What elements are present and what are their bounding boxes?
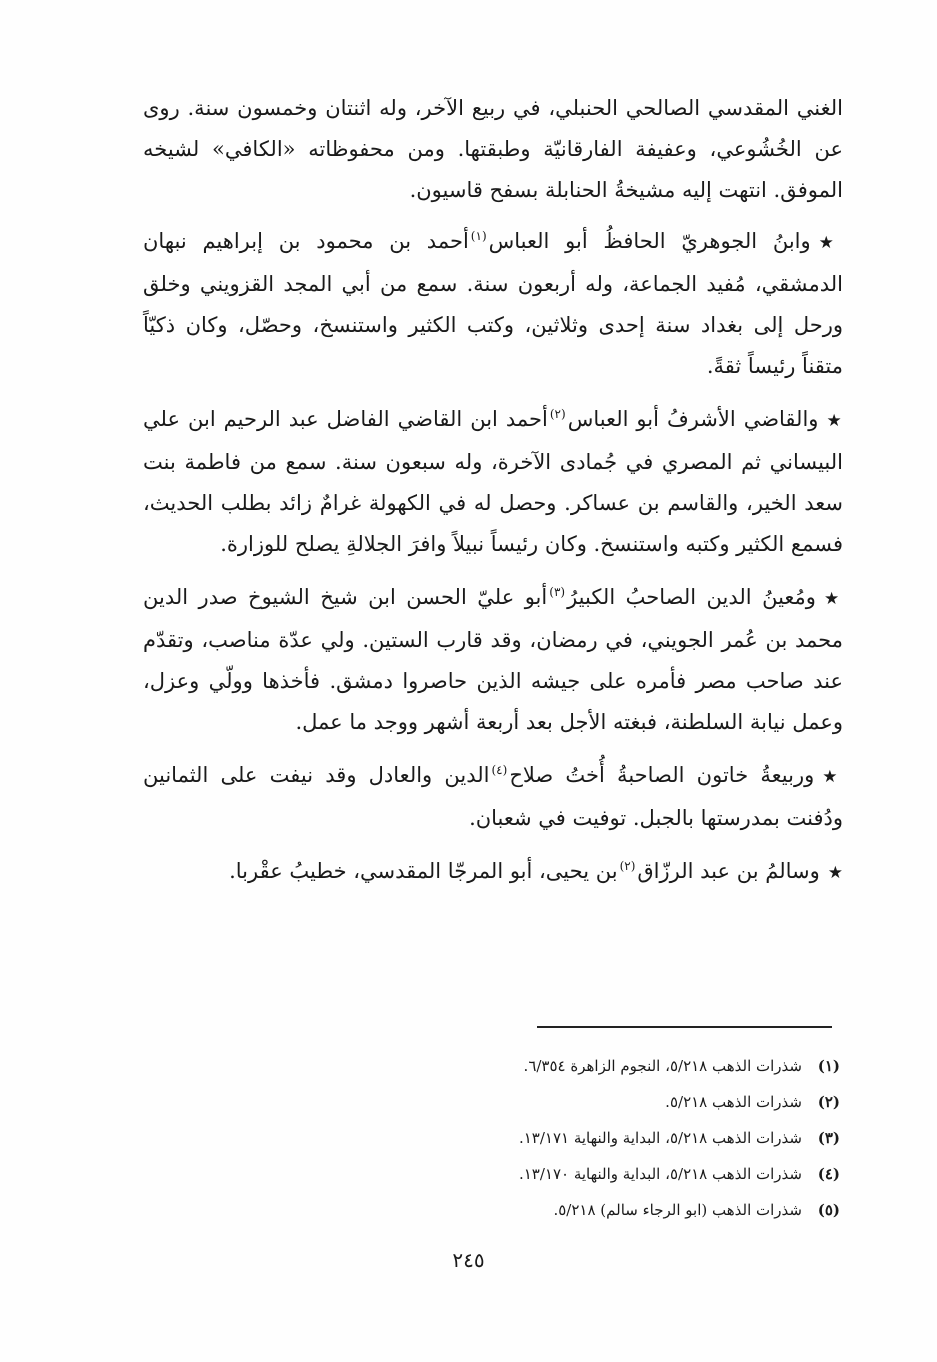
main-text: [143, 88, 843, 906]
entry-text-before: ومُعينُ الدين الصاحبُ الكبيرُ: [567, 585, 816, 609]
entry-text-after: أحمد ابن القاضي الفاضل عبد الرحيم ابن علي البيساني ثم المصري في جُمادى الآخرة، وله سبعون سنة. سمع من فاطمة بنت سعد الخير، والقاسم بن عساكر. وحصل له في الكهولة غرامٌ زائد بطلب الحديث، فسمع الكثير وكتبه واستنسخ. وكان رئيساً نبيلاً وافرَ الجلالةِ يصلح للوزارة.: [143, 407, 843, 556]
footnote-item: [300, 1156, 840, 1192]
footnote-item: [300, 1048, 840, 1084]
footnote-text: شذرات الذهب (ابو الرجاء سالم) ٥/٢١٨.: [553, 1201, 802, 1219]
footnote-number: (٤): [817, 1165, 840, 1183]
footnote-number: (٣): [817, 1129, 840, 1147]
footnote-separator: [537, 1026, 832, 1028]
entry-rabia-khatun: [143, 755, 843, 839]
footnote-item: [300, 1084, 840, 1120]
entry-al-qadi-al-ashraf: [143, 399, 843, 565]
footnote-number: (١): [817, 1057, 840, 1075]
footnote-text: شذرات الذهب ٥/٢١٨، البداية والنهاية ١٣/١٧٠.: [518, 1165, 802, 1183]
footnote-item: [300, 1192, 840, 1228]
entry-text-after: بن يحيى، أبو المرجّا المقدسي، خطيبُ عقْربا.: [229, 859, 618, 883]
star-icon: ★: [826, 411, 843, 431]
entry-text-before: والقاضي الأشرفُ أبو العباس: [567, 407, 819, 431]
paragraph-intro: [143, 88, 843, 211]
footnote-ref: (٣): [549, 585, 566, 599]
paragraph-text: الغني المقدسي الصالحي الحنبلي، في ربيع الآخر، وله اثنتان وخمسون سنة. روى عن الخُشُوعي، وعفيفة الفارقانيّة وطبقتها. ومن محفوظاته «الكافي» لشيخه الموفق. انتهت إليه مشيخةُ الحنابلة بسفح قاسيون.: [143, 96, 843, 202]
entry-text-before: وسالمُ بن عبد الرزّاق: [637, 859, 820, 883]
page-number: ٢٤٥: [452, 1248, 485, 1272]
footnote-ref: (٤): [491, 763, 508, 777]
entry-muin-al-din: [143, 577, 843, 743]
entry-salim: [143, 851, 843, 894]
footnote-text: شذرات الذهب ٥/٢١٨.: [665, 1093, 802, 1111]
entry-ibn-al-jawhari: [143, 221, 843, 387]
entry-text-before: وابنُ الجوهريّ الحافظُ أبو العباس: [488, 229, 811, 253]
footnote-ref: (٢): [619, 859, 636, 873]
footnote-text: شذرات الذهب ٥/٢١٨، البداية والنهاية ١٣/١٧١.: [518, 1129, 802, 1147]
entry-text-after: أحمد بن محمود بن إبراهيم نبهان الدمشقي، مُفيد الجماعة، وله أربعون سنة. سمع من أبي المجد القزويني وخلق ورحل إلى بغداد سنة إحدى وثلاثين، وكتب الكثير واستنسخ، وحصّل، وكان ذكيّاً متقناً رئيساً ثقةً.: [143, 229, 843, 378]
star-icon: ★: [827, 863, 843, 883]
entry-text-before: وربيعةُ خاتون الصاحبةُ أُختُ صلاح: [509, 763, 815, 787]
star-icon: ★: [823, 589, 843, 609]
footnote-ref: (١): [470, 229, 487, 243]
footnote-item: [300, 1120, 840, 1156]
star-icon: ★: [822, 767, 843, 787]
entry-text-after: أبو عليّ الحسن ابن شيخ الشيوخ صدر الدين محمد بن عُمر الجويني، في رمضان، وقد قارب الستين. ولي عدّة مناصب، وتقدّم عند صاحب مصر فأمره على جيشه الذين حاصروا دمشق. فأخذها وولّي وعزل، وعمل نيابة السلطنة، فبغته الأجل بعد أربعة أشهر ووجد ما عمل.: [143, 585, 843, 734]
footnote-number: (٢): [817, 1093, 840, 1111]
footnote-text: شذرات الذهب ٥/٢١٨، النجوم الزاهرة ٦/٣٥٤.: [523, 1057, 802, 1075]
star-icon: ★: [818, 233, 843, 253]
entry-text-after: الدين والعادل وقد نيفت على الثمانين ودُفنت بمدرستها بالجبل. توفيت في شعبان.: [143, 763, 843, 830]
footnote-ref: (٢): [549, 407, 566, 421]
footnotes: [300, 1048, 840, 1228]
footnote-number: (٥): [817, 1201, 840, 1219]
